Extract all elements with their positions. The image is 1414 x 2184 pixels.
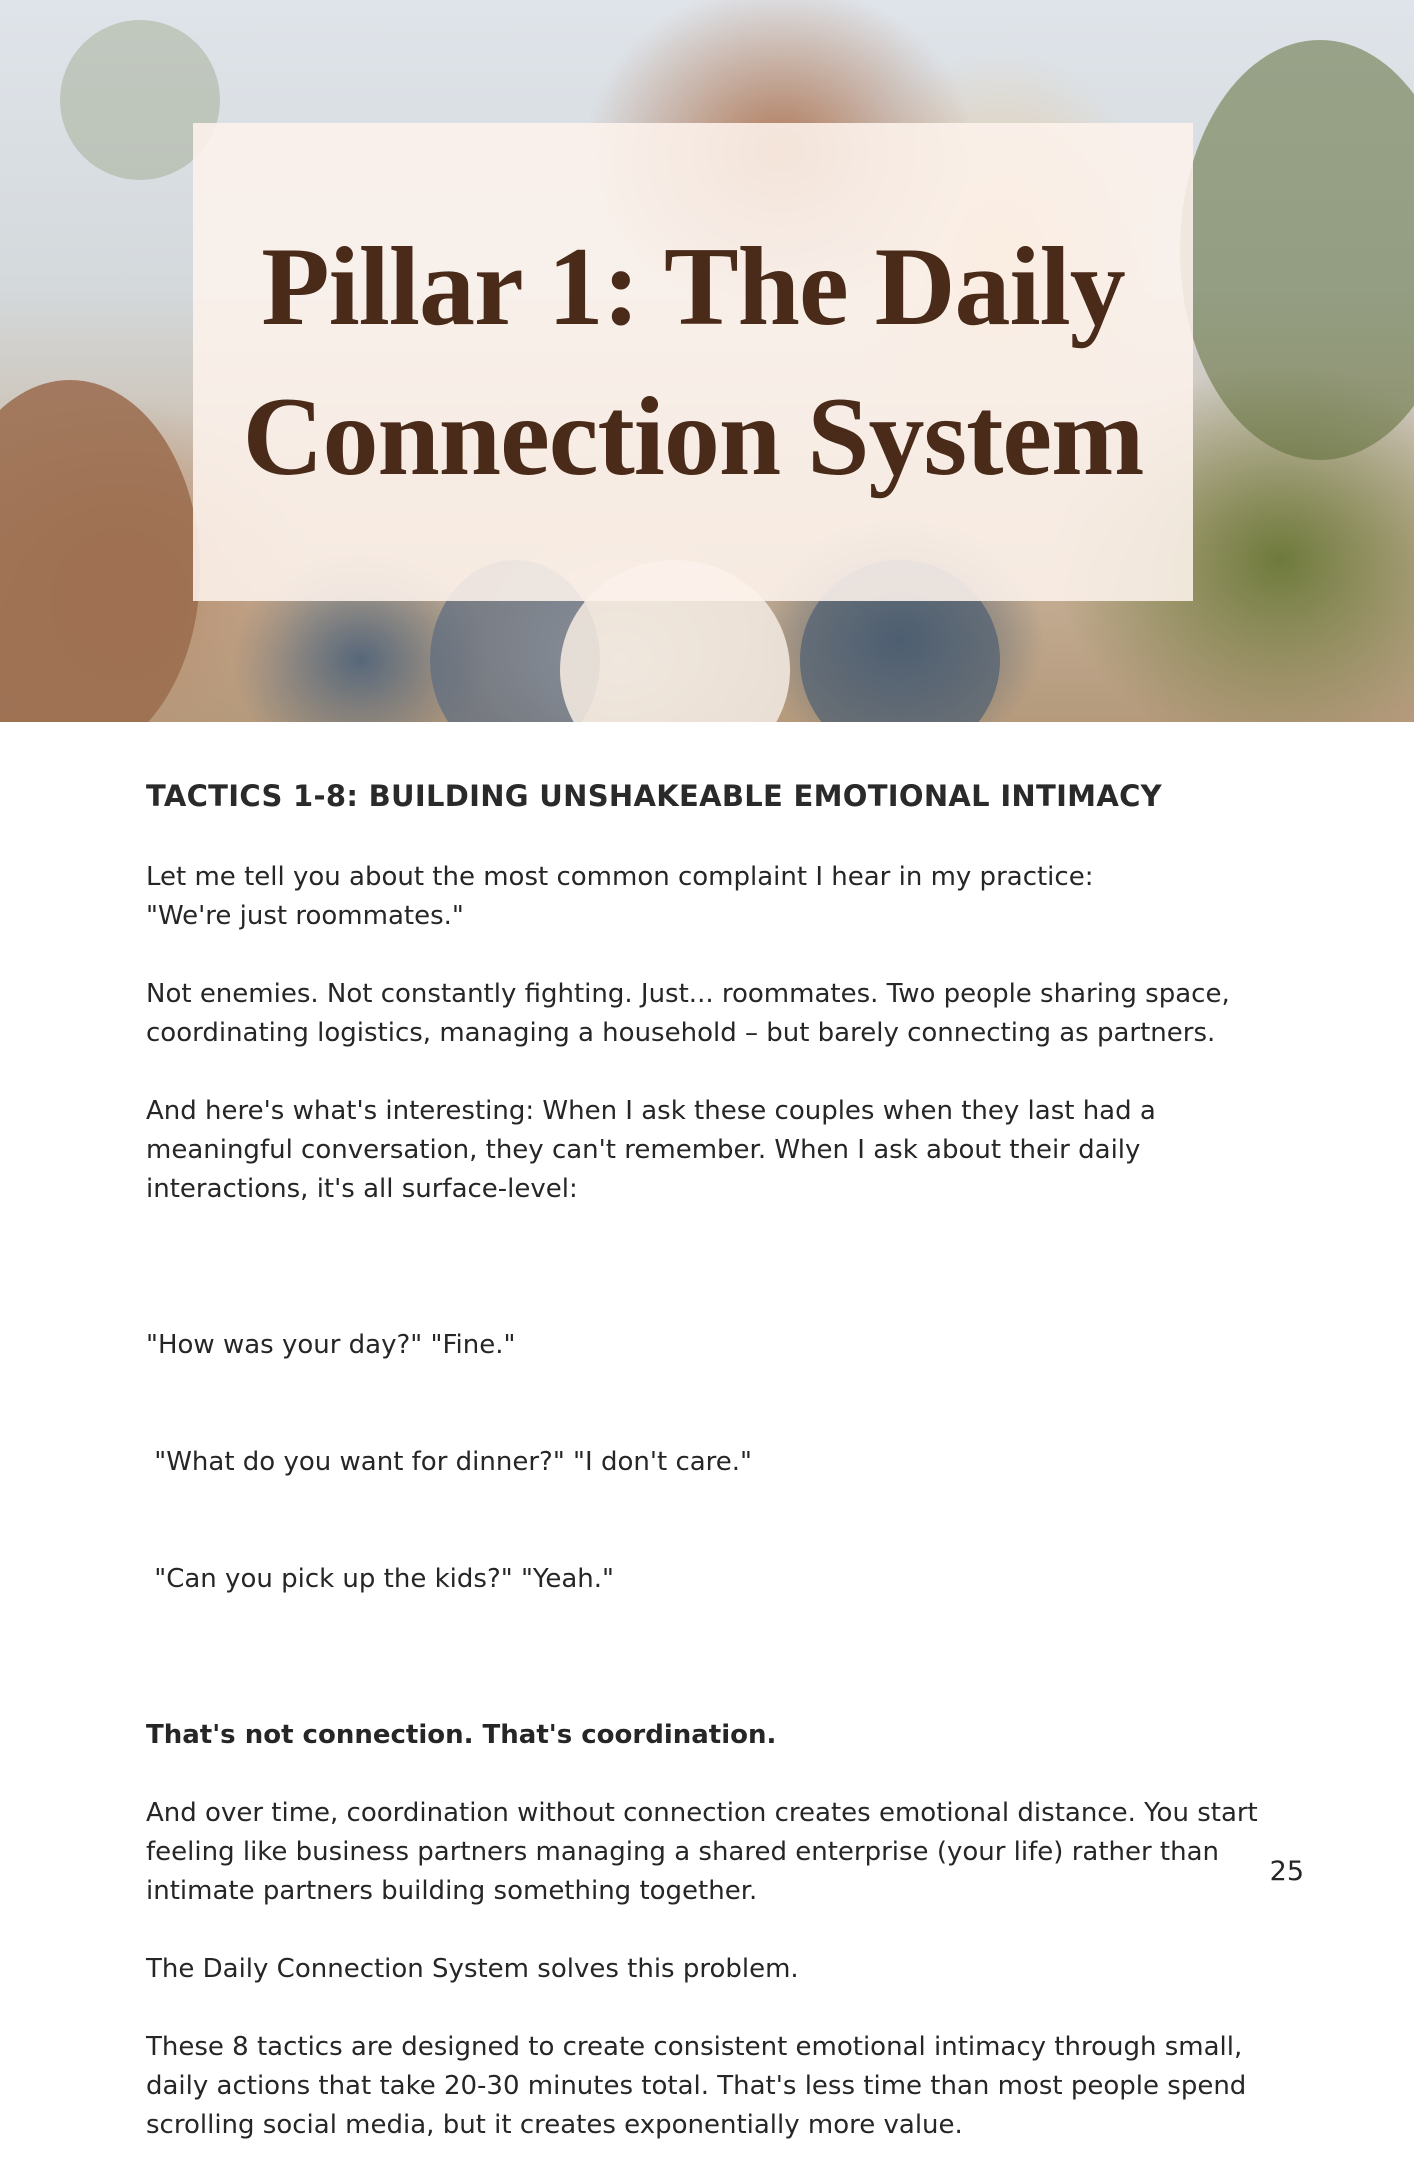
dialogue-line: "What do you want for dinner?" "I don't care." <box>146 1447 753 1477</box>
text-line: intimate partners building something together. <box>146 1876 758 1906</box>
paragraph-7: The Daily Connection System solves this problem. <box>146 1954 799 1984</box>
text-line: feeling like business partners managing a shared enterprise (your life) rather than <box>146 1837 1220 1867</box>
text-line: And over time, coordination without connection creates emotional distance. You start <box>146 1798 1258 1828</box>
text-line: Not enemies. Not constantly fighting. Just... roommates. Two people sharing space, <box>146 979 1230 1009</box>
paragraph-8 <box>146 2028 1296 2145</box>
dialogue-line: "How was your day?" "Fine." <box>146 1330 516 1360</box>
paragraph-1 <box>146 858 1296 936</box>
title-box <box>193 123 1193 601</box>
dialogue-examples <box>146 1248 1296 1677</box>
foliage-left <box>0 380 200 722</box>
text-line: daily actions that take 20-30 minutes total. That's less time than most people spend <box>146 2071 1247 2101</box>
foliage-right <box>1180 40 1414 460</box>
chapter-content <box>146 776 1296 2184</box>
page-number: 25 <box>1269 1856 1304 1887</box>
dialogue-line: "Can you pick up the kids?" "Yeah." <box>146 1564 614 1594</box>
title-line-1: Pillar 1: The Daily <box>261 225 1125 349</box>
text-line: These 8 tactics are designed to create consistent emotional intimacy through small, <box>146 2032 1243 2062</box>
hero-photo <box>0 0 1414 722</box>
text-line: scrolling social media, but it creates exponentially more value. <box>146 2110 963 2140</box>
text-line: meaningful conversation, they can't remember. When I ask about their daily <box>146 1135 1141 1165</box>
text-line: interactions, it's all surface-level: <box>146 1174 578 1204</box>
section-heading: TACTICS 1-8: BUILDING UNSHAKEABLE EMOTIONAL INTIMACY <box>146 779 1162 813</box>
page-title <box>243 212 1144 512</box>
paragraph-6 <box>146 1794 1296 1911</box>
text-line: coordinating logistics, managing a household – but barely connecting as partners. <box>146 1018 1216 1048</box>
key-statement: That's not connection. That's coordination. <box>146 1720 777 1750</box>
paragraph-3 <box>146 1092 1296 1209</box>
title-line-2: Connection System <box>242 375 1144 499</box>
paragraph-2 <box>146 975 1296 1053</box>
text-line: "We're just roommates." <box>146 901 464 931</box>
text-line: And here's what's interesting: When I ask these couples when they last had a <box>146 1096 1156 1126</box>
text-line: Let me tell you about the most common complaint I hear in my practice: <box>146 862 1094 892</box>
